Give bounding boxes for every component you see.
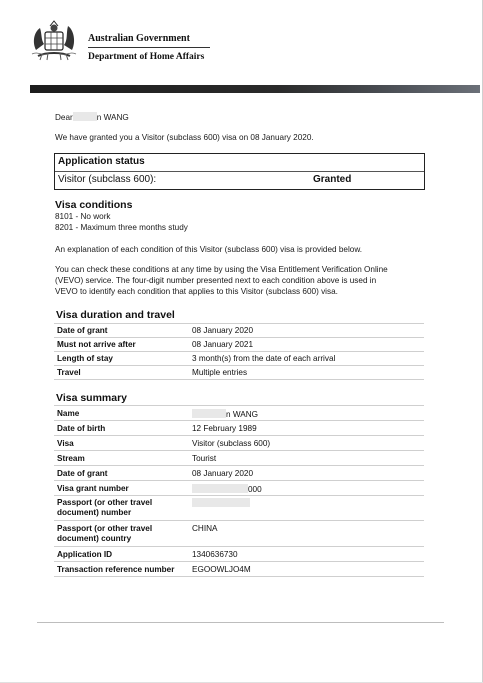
row-label: Date of grant xyxy=(57,326,108,335)
row-label-line: Passport (or other travel xyxy=(57,524,153,533)
condition-item: 8201 - Maximum three months study xyxy=(55,223,188,232)
row-value xyxy=(192,409,258,420)
row-value: EGOOWLJO4M xyxy=(192,565,251,574)
row-label: Name xyxy=(57,409,80,418)
table-row xyxy=(54,562,424,577)
conditions-heading: Visa conditions xyxy=(55,199,133,211)
vevo-text: You can check these conditions at any time by using the Visa Entitlement Verification Online xyxy=(55,265,388,274)
row-value: 08 January 2020 xyxy=(192,326,253,335)
table-row xyxy=(54,338,424,352)
row-label: Stream xyxy=(57,454,85,463)
row-label: Must not arrive after xyxy=(57,340,136,349)
row-label: Application ID xyxy=(57,550,113,559)
table-row xyxy=(54,521,424,547)
table-row xyxy=(54,496,424,521)
status-label: Visitor (subclass 600): xyxy=(58,174,157,185)
table-row xyxy=(54,324,424,338)
salutation-name: n WANG xyxy=(96,113,129,122)
vevo-text: VEVO to identify each condition that applies to this Visitor (subclass 600) visa. xyxy=(55,287,338,296)
table-row xyxy=(54,352,424,366)
summary-table xyxy=(54,405,424,577)
status-heading: Application status xyxy=(58,156,145,167)
row-value: Visitor (subclass 600) xyxy=(192,439,271,448)
table-row xyxy=(54,451,424,466)
duration-heading: Visa duration and travel xyxy=(56,309,175,321)
row-label: Travel xyxy=(57,368,81,377)
letterhead xyxy=(0,0,483,92)
row-value: 1340636730 xyxy=(192,550,238,559)
row-label xyxy=(57,524,152,543)
row-value: 08 January 2021 xyxy=(192,340,253,349)
vevo-text: (VEVO) service. The four-digit number presented next to each condition above is used in xyxy=(55,276,377,285)
salutation-prefix: Dear xyxy=(55,113,73,122)
department-name: Department of Home Affairs xyxy=(88,52,205,62)
row-value: Tourist xyxy=(192,454,217,463)
row-label: Length of stay xyxy=(57,354,113,363)
row-label: Date of birth xyxy=(57,424,106,433)
row-value: Multiple entries xyxy=(192,368,248,377)
table-row xyxy=(54,547,424,562)
row-label xyxy=(57,498,152,517)
name-value: n WANG xyxy=(226,410,258,419)
row-label: Visa xyxy=(57,439,74,448)
condition-item: 8101 - No work xyxy=(55,212,111,221)
row-label-line: document) number xyxy=(57,507,132,517)
grant-sentence: We have granted you a Visitor (subclass 600) visa on 08 January 2020. xyxy=(55,133,314,142)
row-label-line: Passport (or other travel xyxy=(57,498,153,507)
table-row xyxy=(54,406,424,421)
row-value: 12 February 1989 xyxy=(192,424,257,433)
status-value: Granted xyxy=(313,174,352,185)
row-value: CHINA xyxy=(192,524,218,533)
salutation xyxy=(55,112,129,124)
redacted-block xyxy=(192,409,226,418)
government-name: Australian Government xyxy=(88,33,190,44)
table-row xyxy=(54,366,424,380)
row-value xyxy=(192,484,262,495)
row-label-line: document) country xyxy=(57,533,132,543)
conditions-explanation: An explanation of each condition of this Visitor (subclass 600) visa is provided below. xyxy=(55,245,363,254)
row-value: 3 month(s) from the date of each arrival xyxy=(192,354,336,363)
redacted-block xyxy=(192,498,250,507)
footer-divider xyxy=(37,622,444,623)
duration-table xyxy=(54,323,424,380)
redacted-block xyxy=(73,112,97,121)
grant-number-value: 000 xyxy=(248,485,262,494)
status-divider xyxy=(55,171,424,172)
row-label: Visa grant number xyxy=(57,484,129,493)
table-row xyxy=(54,436,424,451)
summary-heading: Visa summary xyxy=(56,392,128,404)
table-row xyxy=(54,481,424,496)
table-row xyxy=(54,421,424,436)
row-label: Date of grant xyxy=(57,469,108,478)
row-label: Transaction reference number xyxy=(57,565,175,574)
header-band xyxy=(30,85,480,93)
redacted-block xyxy=(192,484,248,493)
table-row xyxy=(54,466,424,481)
header-divider xyxy=(88,47,210,48)
row-value xyxy=(192,498,250,509)
coat-of-arms-icon xyxy=(28,20,80,62)
row-value: 08 January 2020 xyxy=(192,469,253,478)
application-status-box xyxy=(54,153,425,190)
